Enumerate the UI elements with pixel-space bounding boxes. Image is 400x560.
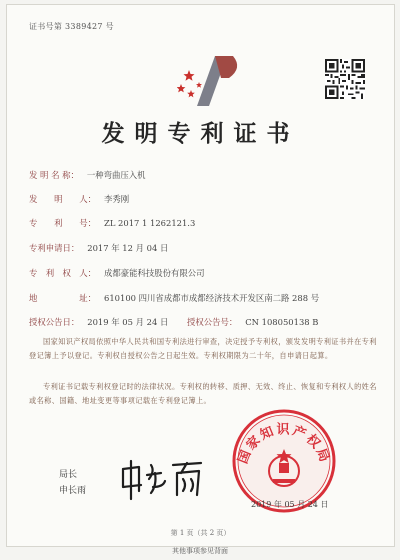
certificate-document <box>6 4 395 547</box>
director-title: 局长 <box>59 470 78 480</box>
footer-note: 其他事项参见背面 <box>172 547 228 555</box>
field-label: 发 明 人： <box>29 194 96 204</box>
field-value: 成都豪能科技股份有限公司 <box>104 268 205 278</box>
certificate-title: 发明专利证书 <box>101 120 300 147</box>
field-value-publication-number: CN 108050138 B <box>245 317 319 327</box>
certificate-number <box>29 21 114 32</box>
field-patentee <box>29 267 205 279</box>
field-label: 专利申请日： <box>29 243 80 253</box>
field-filing-date <box>29 242 168 254</box>
serial-label: 证书号第 <box>29 22 63 31</box>
field-address <box>29 292 319 304</box>
field-value: 2017 年 12 月 04 日 <box>87 243 169 253</box>
field-grant-date <box>29 316 318 328</box>
director-signature-icon <box>117 457 207 501</box>
field-value: 2019 年 05 月 24 日 <box>87 317 169 327</box>
grant-statement: 国家知识产权局依照中华人民共和国专利法进行审查，决定授予专利权，颁发发明专利证书并在专利登记簿上予以登记。专利权自授权公告之日起生效。专利权期限为二十年，自申请日起算。 <box>29 337 377 360</box>
field-label: 地 址： <box>29 293 96 303</box>
field-value: 610100 四川省成都市成都经济技术开发区南二路 288 号 <box>104 293 320 303</box>
field-label: 授权公告日： <box>29 317 80 327</box>
qr-code-icon <box>325 59 365 99</box>
serial-number: 3389427 <box>65 22 103 31</box>
field-inventor <box>29 193 129 205</box>
seal-text: 国家知识产权局 <box>235 422 333 466</box>
page-number: 第 1 页（共 2 页） <box>170 529 231 537</box>
legal-status-note: 专利证书记载专利权登记时的法律状况。专利权的转移、质押、无效、终止、恢复和专利权人的姓名或名称、国籍、地址变更等事项记载在专利登记簿上。 <box>29 382 377 405</box>
field-value: ZL 2017 1 1262121.3 <box>104 218 196 228</box>
serial-suffix: 号 <box>105 22 114 31</box>
field-label: 专 利 权 人： <box>29 268 96 278</box>
seal-date: 2019 年 05 月 24 日 <box>251 500 329 509</box>
field-value: 李秀刚 <box>104 194 130 204</box>
field-label-publication-number: 授权公告号： <box>187 317 238 327</box>
cnipa-logo-icon <box>177 50 247 110</box>
field-patent-number <box>29 217 195 229</box>
field-label: 专 利 号： <box>29 218 96 228</box>
director-name: 申长雨 <box>59 486 87 496</box>
field-label: 发 明 名 称： <box>29 170 79 180</box>
field-value: 一种弯曲压入机 <box>86 170 146 180</box>
field-invention-name <box>29 169 146 181</box>
